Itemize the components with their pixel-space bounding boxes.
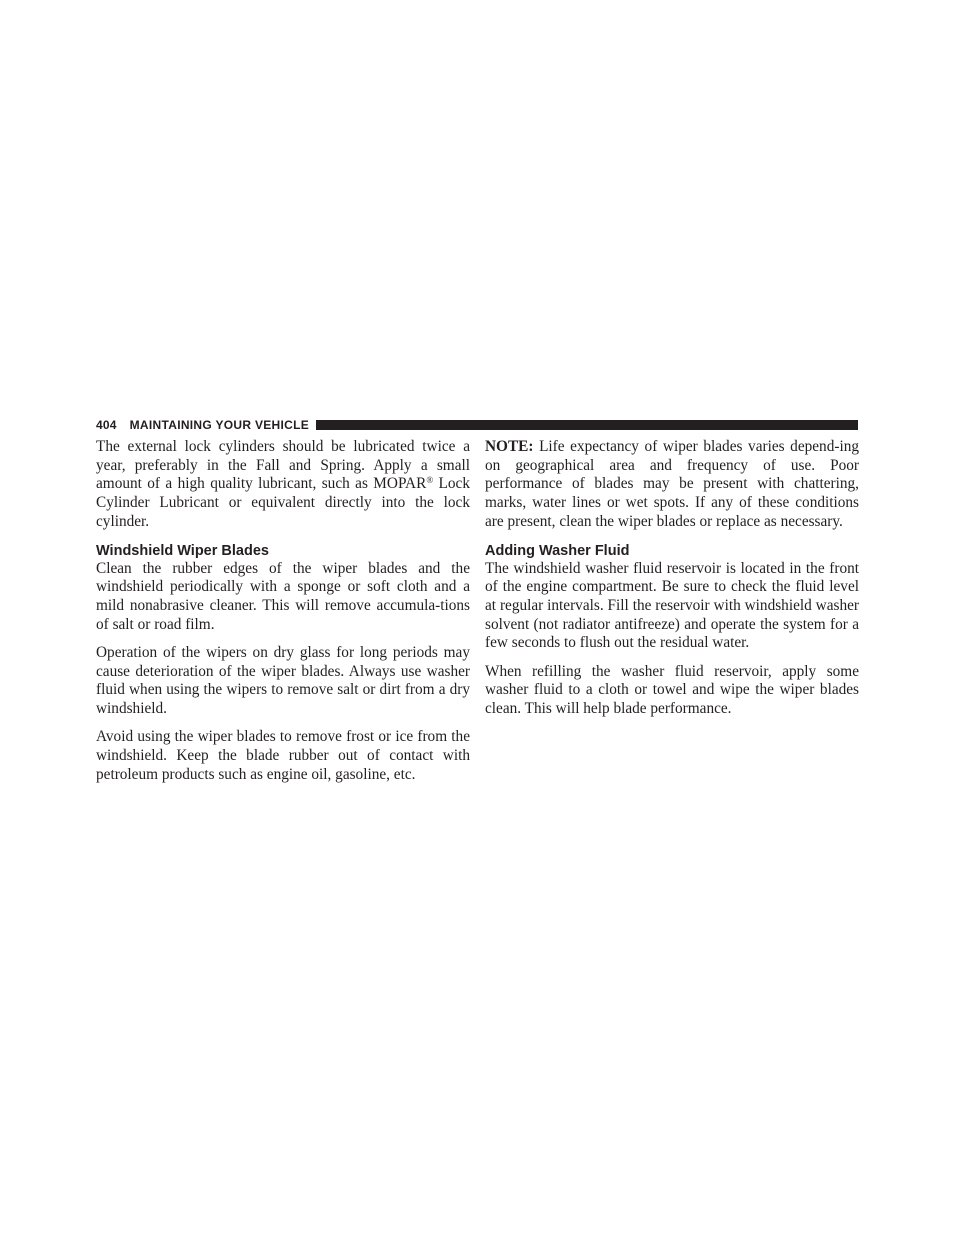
wiper-dry-glass-paragraph: Operation of the wipers on dry glass for long periods may cause deterioration of the wiper blades. Always use washer fluid when using the wipers to remove salt or dirt from a dry windshield. bbox=[96, 643, 470, 717]
header-rule bbox=[316, 420, 858, 430]
right-column bbox=[485, 438, 859, 728]
heading-windshield-wiper-blades: Windshield Wiper Blades bbox=[96, 542, 269, 559]
note-label: NOTE: bbox=[485, 438, 534, 455]
left-column bbox=[96, 438, 470, 794]
washer-refill-paragraph: When refilling the washer fluid reservoir, apply some washer fluid to a cloth or towel and wipe the wiper blades clean. This will help blade performance. bbox=[485, 662, 859, 717]
page-number: 404 bbox=[96, 418, 117, 432]
washer-reservoir-paragraph: The windshield washer fluid reservoir is located in the front of the engine compartment. Be sure to check the fluid level at regular intervals. Fill the reservoir with windshield washer solvent (not radiator antifreeze) and operate the system for a few seconds to flush out the residual water. bbox=[485, 559, 859, 652]
note-paragraph: NOTE: Life expectancy of wiper blades varies depend-ing on geographical area and frequency of use. Poor performance of blades may be present with chattering, marks, water lines or wet spots. If any of these conditions are present, clean the wiper blades or replace as necessary. bbox=[485, 438, 859, 530]
wiper-clean-paragraph: Clean the rubber edges of the wiper blades and the windshield periodically with a sponge or soft cloth and a mild nonabrasive cleaner. This will remove accumula-tions of salt or road film. bbox=[96, 559, 470, 633]
heading-adding-washer-fluid: Adding Washer Fluid bbox=[485, 542, 630, 559]
registered-mark: ® bbox=[426, 475, 434, 486]
lock-cylinder-paragraph: The external lock cylinders should be lubricated twice a year, preferably in the Fall and Spring. Apply a small amount of a high quality lubricant, such as MOPAR® Lock Cylinder Lubricant or equivalent directly into the lock cylinder. bbox=[96, 438, 470, 530]
wiper-frost-paragraph: Avoid using the wiper blades to remove frost or ice from the windshield. Keep the blade rubber out of contact with petroleum products such as engine oil, gasoline, etc. bbox=[96, 728, 470, 783]
page-header bbox=[96, 417, 858, 433]
section-title: MAINTAINING YOUR VEHICLE bbox=[129, 418, 310, 432]
